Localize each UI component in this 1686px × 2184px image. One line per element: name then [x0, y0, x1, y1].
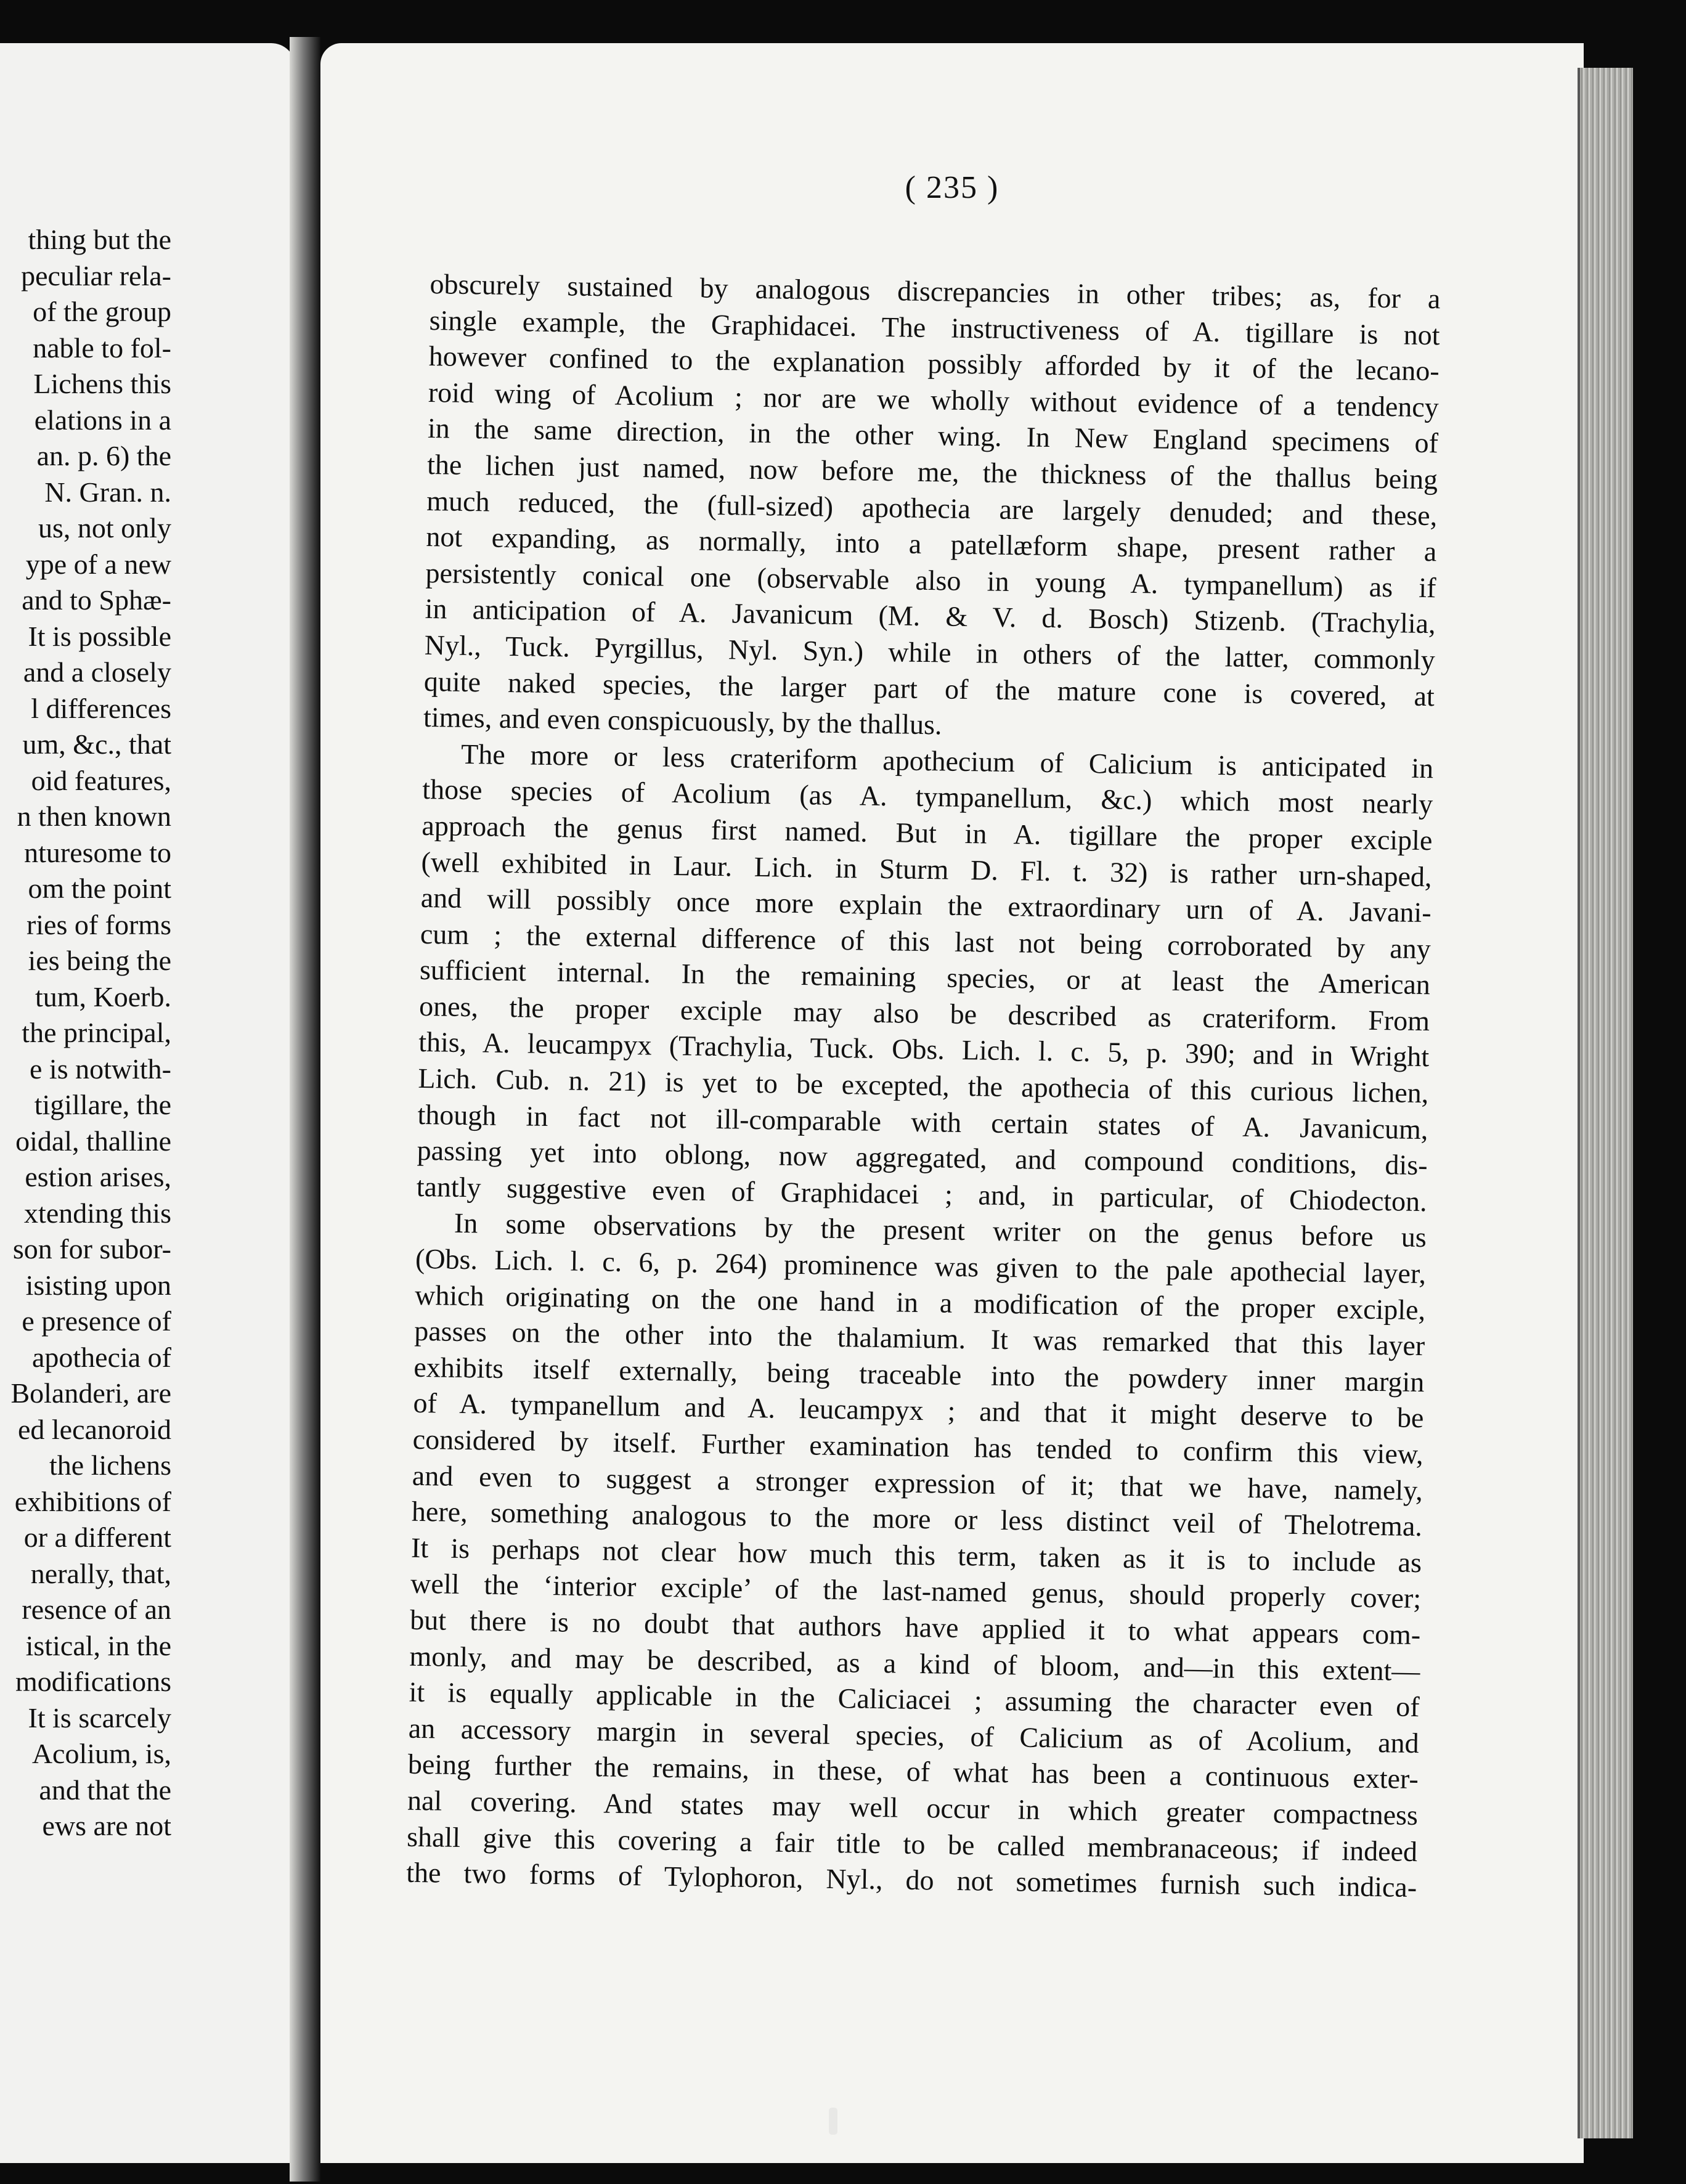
- left-page-line: ries of forms: [26, 908, 171, 940]
- text-line: nal covering. And states may well occur in which greater compactness: [407, 1784, 1419, 1831]
- left-page-line: of the group: [33, 296, 171, 327]
- left-page-line: ies being the: [28, 945, 171, 976]
- text-line: (Obs. Lich. l. c. 6, p. 264) prominence was given to the pale apothecial layer,: [415, 1242, 1427, 1290]
- left-page-line: and a closely: [23, 656, 171, 688]
- left-page-line: ed lecanoroid: [17, 1413, 171, 1445]
- text-line: Nyl., Tuck. Pyrgillus, Nyl. Syn.) while in others of the latter, commonly: [424, 629, 1436, 676]
- left-page-line: e is notwith-: [30, 1053, 171, 1085]
- left-page-line: nerally, that,: [30, 1557, 171, 1589]
- left-page-line: the lichens: [49, 1449, 171, 1481]
- text-line: much reduced, the (full-sized) apothecia are largely denuded; and these,: [426, 484, 1438, 531]
- left-page-line: isisting upon: [25, 1269, 171, 1301]
- left-page-line: n then known: [17, 801, 171, 832]
- text-line: ones, the proper exciple may also be described as crateriform. From: [418, 990, 1430, 1037]
- left-page-line: tigillare, the: [34, 1089, 171, 1120]
- left-page-line: nable to fol-: [33, 332, 171, 364]
- left-page-line: nturesome to: [24, 836, 171, 868]
- text-line: exhibits itself externally, being traceable into the powdery inner margin: [413, 1351, 1425, 1398]
- left-page-line: ews are not: [42, 1810, 171, 1841]
- left-page-line: istical, in the: [25, 1629, 171, 1661]
- left-page-line: Lichens this: [33, 368, 171, 399]
- text-line: persistently conical one (observable also in young A. tympanellum) as if: [425, 556, 1436, 604]
- text-line: passing yet into oblong, now aggregated, and compound conditions, dis-: [417, 1135, 1428, 1181]
- text-line: times, and even conspicuously, by the thallus.: [423, 701, 942, 741]
- text-line: (well exhibited in Laur. Lich. in Sturm D. Fl. t. 32) is rather urn-shaped,: [421, 845, 1432, 892]
- text-line: In some observations by the present writer on the genus before us: [454, 1207, 1427, 1253]
- left-page-line: elations in a: [34, 404, 171, 436]
- text-line: obscurely sustained by analogous discrepancies in other tribes; as, for a: [430, 267, 1441, 315]
- text-line: not expanding, as normally, into a patellæform shape, present rather a: [426, 521, 1437, 568]
- text-line: in the same direction, in the other wing. In New England specimens of: [427, 412, 1439, 459]
- page-block-edge: [1578, 68, 1635, 2138]
- book-gutter: [290, 37, 320, 2182]
- text-line: but there is no doubt that authors have applied it to what appears com-: [410, 1603, 1421, 1651]
- left-page-line: us, not only: [38, 512, 171, 544]
- left-page-line: thing but the: [28, 224, 171, 255]
- left-page-text-fragments: [0, 222, 171, 1844]
- left-page-line: the principal,: [22, 1017, 171, 1048]
- text-line: here, something analogous to the more or less distinct veil of Thelotrema.: [411, 1495, 1423, 1542]
- left-page-line: Acolium, is,: [31, 1738, 171, 1769]
- left-page-line: peculiar rela-: [21, 259, 171, 291]
- text-line: tantly suggestive even of Graphidacei ; and, in particular, of Chiodecton.: [416, 1170, 1428, 1218]
- text-line: of A. tympanellum and A. leucampyx ; and that it might deserve to be: [413, 1387, 1424, 1434]
- left-page-line: exhibitions of: [14, 1485, 171, 1517]
- text-line: the two forms of Tylophoron, Nyl., do not sometimes furnish such indica-: [405, 1856, 1417, 1904]
- left-page-line: or a different: [23, 1522, 171, 1553]
- text-line: it is equally applicable in the Caliciacei ; assuming the character even of: [409, 1676, 1420, 1723]
- text-line: the lichen just named, now before me, the thickness of the thallus being: [426, 448, 1438, 495]
- text-line: though in fact not ill-comparable with certain states of A. Javanicum,: [417, 1098, 1428, 1145]
- left-page-line: oidal, thalline: [15, 1125, 171, 1157]
- text-line: however confined to the explanation possibly afforded by it of the lecano-: [428, 340, 1440, 387]
- text-line: It is perhaps not clear how much this term, taken as it is to include as: [410, 1531, 1422, 1578]
- scan-background: [1633, 0, 1686, 2184]
- text-line: well the ‘interior exciple’ of the last-named genus, should properly cover;: [410, 1568, 1422, 1615]
- left-page-line: and that the: [39, 1774, 171, 1806]
- left-page-line: resence of an: [22, 1594, 171, 1625]
- text-line: sufficient internal. In the remaining species, or at least the American: [419, 954, 1431, 1001]
- left-page-line: Bolanderi, are: [10, 1377, 171, 1409]
- text-line: approach the genus first named. But in A. tigillare the proper exciple: [422, 809, 1433, 857]
- text-line: considered by itself. Further examination has tended to confirm this view,: [412, 1423, 1423, 1470]
- text-line: roid wing of Acolium ; nor are we wholly without evidence of a tendency: [428, 376, 1440, 423]
- paper-fleck: [829, 2108, 837, 2135]
- page-number: ( 235 ): [905, 170, 1000, 205]
- left-page-line: l differences: [31, 692, 171, 724]
- left-page-line: tum, Koerb.: [35, 980, 171, 1013]
- left-page-line: It is scarcely: [28, 1701, 171, 1734]
- left-page-line: son for subor-: [12, 1233, 171, 1265]
- left-page-line: and to Sphæ-: [22, 584, 171, 616]
- left-page-line: e presence of: [22, 1305, 171, 1337]
- text-line: in anticipation of A. Javanicum (M. & V. d. Bosch) Stizenb. (Trachylia,: [425, 593, 1436, 640]
- text-line: those species of Acolium (as A. tympanellum, &c.) which most nearly: [422, 773, 1433, 820]
- text-line: single example, the Graphidacei. The instructiveness of A. tigillare is not: [429, 304, 1440, 351]
- text-line: this, A. leucampyx (Trachylia, Tuck. Obs. Lich. l. c. 5, p. 390; and in Wright: [418, 1026, 1430, 1073]
- text-line: monly, and may be described, as a kind of bloom, and—in this extent—: [409, 1640, 1420, 1687]
- text-line: The more or less crateriform apothecium of Calicium is anticipated in: [460, 738, 1434, 784]
- left-page-line: an. p. 6) the: [36, 440, 171, 471]
- left-page-line: apothecia of: [31, 1341, 171, 1373]
- text-line: being further the remains, in these, of what has been a continuous exter-: [407, 1748, 1419, 1795]
- left-facing-page: [0, 43, 296, 2163]
- left-page-line: om the point: [28, 873, 171, 904]
- body-text: [406, 266, 1441, 1906]
- text-line: and even to suggest a stronger expression of it; that we have, namely,: [412, 1459, 1423, 1506]
- left-page-line: xtending this: [24, 1197, 171, 1229]
- left-page-line: oid features,: [31, 764, 171, 796]
- left-page-line: ype of a new: [25, 548, 171, 580]
- main-page: [320, 43, 1584, 2163]
- left-page-line: estion arises,: [25, 1161, 171, 1192]
- left-page-line: It is possible: [28, 620, 171, 652]
- text-line: Lich. Cub. n. 21) is yet to be excepted, the apothecia of this curious lichen,: [418, 1062, 1429, 1109]
- text-line: passes on the other into the thalamium. It was remarked that this layer: [413, 1315, 1425, 1362]
- text-line: an accessory margin in several species, of Calicium as of Acolium, and: [408, 1712, 1420, 1759]
- left-page-line: N. Gran. n.: [44, 476, 171, 508]
- text-line: which originating on the one hand in a modification of the proper exciple,: [414, 1279, 1426, 1326]
- left-page-line: um, &c., that: [22, 728, 171, 760]
- text-line: and will possibly once more explain the extraordinary urn of A. Javani-: [420, 881, 1431, 929]
- left-page-line: modifications: [15, 1666, 171, 1697]
- text-line: cum ; the external difference of this last not being corroborated by any: [420, 918, 1431, 964]
- text-line: shall give this covering a fair title to be called membranaceous; if indeed: [406, 1820, 1418, 1867]
- text-line: quite naked species, the larger part of the mature cone is covered, at: [423, 665, 1435, 712]
